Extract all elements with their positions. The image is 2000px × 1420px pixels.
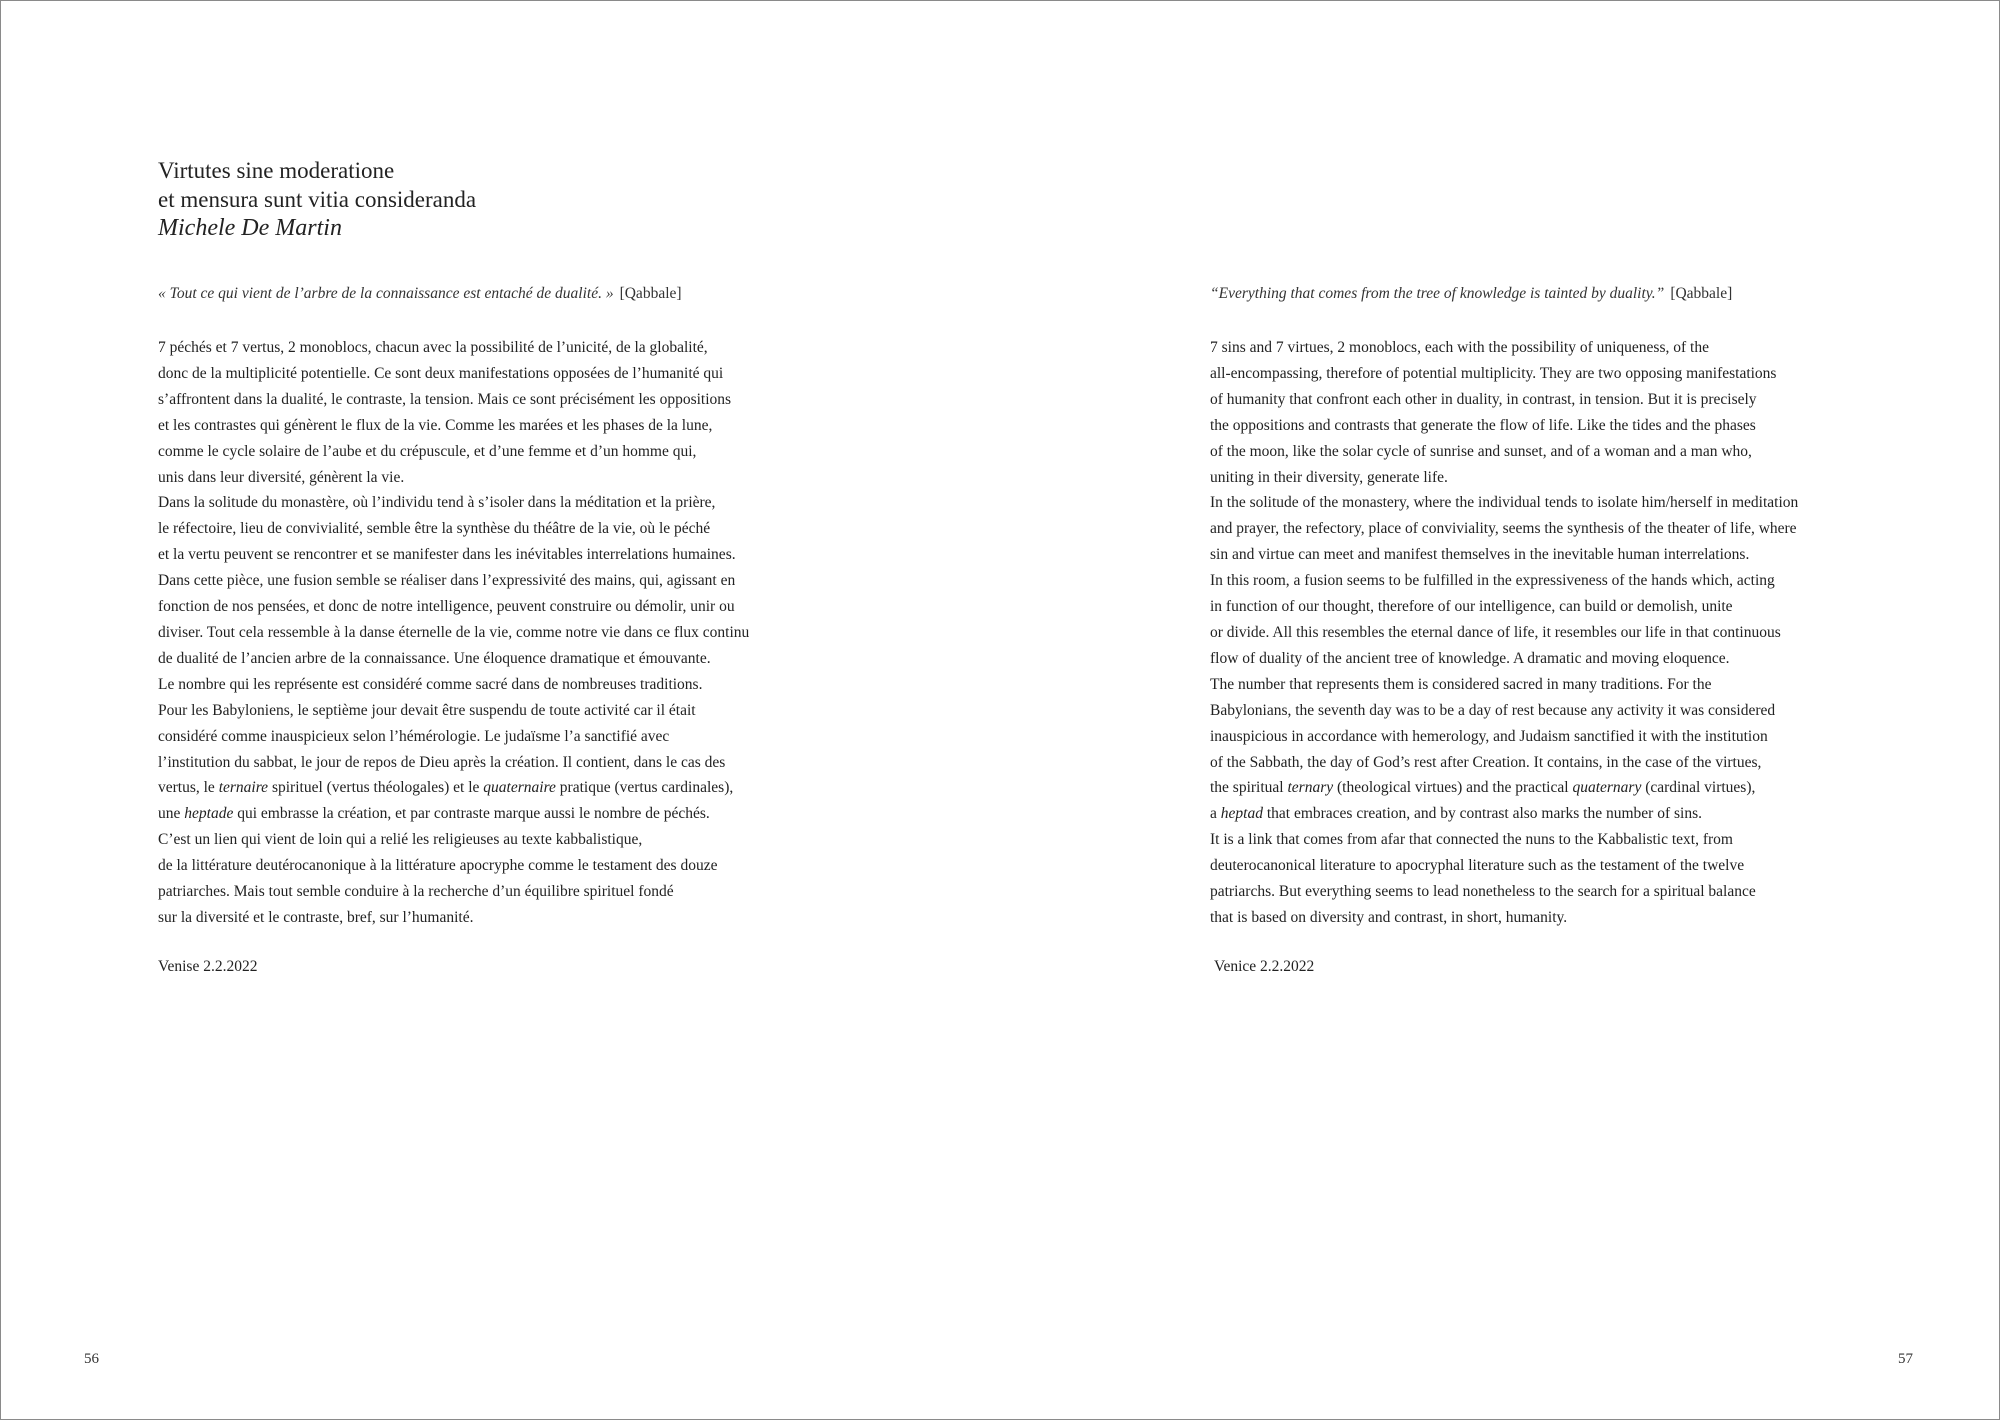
body-text-segment: the oppositions and contrasts that generate the flow of life. Like the tides and the phases <box>1210 416 1756 434</box>
body-line <box>158 568 749 594</box>
body-line <box>1210 827 1798 853</box>
body-text-english <box>1210 335 1798 931</box>
body-text-segment: It is a link that comes from afar that connected the nuns to the Kabbalistic text, from <box>1210 831 1733 849</box>
body-text-segment: unis dans leur diversité, génèrent la vie. <box>158 468 405 486</box>
body-line <box>1210 439 1798 465</box>
body-text-segment: deuterocanonical literature to apocryphal literature such as the testament of the twelve <box>1210 857 1745 875</box>
body-text-segment: patriarches. Mais tout semble conduire à la recherche d’un équilibre spirituel fondé <box>158 883 674 901</box>
essay-title-line: et mensura sunt vitia consideranda <box>158 187 477 212</box>
body-line <box>158 853 749 879</box>
body-text-segment: le réfectoire, lieu de convivialité, semble être la synthèse du théâtre de la vie, où le péché <box>158 520 711 538</box>
body-line <box>158 465 749 491</box>
body-line <box>1210 387 1798 413</box>
epigraph-source: [Qabbale] <box>619 285 682 302</box>
body-text-segment: diviser. Tout cela ressemble à la danse éternelle de la vie, comme notre vie dans ce flux continu <box>158 623 750 641</box>
body-text-segment: Babylonians, the seventh day was to be a day of rest because any activity it was considered <box>1210 701 1776 719</box>
author-name: Michele De Martin <box>158 215 342 241</box>
body-text-segment: vertus, le <box>158 779 219 797</box>
page-number: 57 <box>1898 1351 1913 1367</box>
body-line <box>158 439 749 465</box>
body-line <box>1210 361 1798 387</box>
page-number: 56 <box>84 1351 99 1367</box>
body-line <box>1210 490 1798 516</box>
epigraph-quote: “Everything that comes from the tree of knowledge is tainted by duality.” <box>1210 285 1665 302</box>
italic-term: quaternaire <box>483 779 556 797</box>
body-text-segment: patriarchs. But everything seems to lead nonetheless to the search for a spiritual balance <box>1210 883 1756 901</box>
body-line <box>158 801 749 827</box>
italic-term: ternary <box>1287 779 1334 797</box>
body-text-segment: spirituel (vertus théologales) et le <box>268 779 484 797</box>
body-line <box>1210 516 1798 542</box>
body-line <box>158 827 749 853</box>
body-line <box>158 724 749 750</box>
body-text-segment: inauspicious in accordance with hemerology, and Judaism sanctified it with the institution <box>1210 727 1768 745</box>
body-text-segment: considéré comme inauspicieux selon l’hémérologie. Le judaïsme l’a sanctifié avec <box>158 727 670 745</box>
body-text-segment: flow of duality of the ancient tree of knowledge. A dramatic and moving eloquence. <box>1210 649 1730 667</box>
body-line <box>1210 594 1798 620</box>
body-text-segment: In the solitude of the monastery, where the individual tends to isolate him/herself in meditation <box>1210 494 1799 512</box>
body-text-segment: comme le cycle solaire de l’aube et du crépuscule, et d’une femme et d’un homme qui, <box>158 442 697 460</box>
place-date: Venice 2.2.2022 <box>1214 958 1315 975</box>
body-line <box>158 361 749 387</box>
body-text-segment: all-encompassing, therefore of potential multiplicity. They are two opposing manifestations <box>1210 364 1777 382</box>
body-text-segment: The number that represents them is considered sacred in many traditions. For the <box>1210 675 1712 693</box>
epigraph-french <box>158 283 682 305</box>
body-line <box>158 646 749 672</box>
body-text-segment: l’institution du sabbat, le jour de repos de Dieu après la création. Il contient, dans le cas des <box>158 753 726 771</box>
body-text-segment: une <box>158 805 185 823</box>
right-page <box>1000 1 1999 1419</box>
body-line <box>158 775 749 801</box>
body-text-segment: of the moon, like the solar cycle of sunrise and sunset, and of a woman and a man who, <box>1210 442 1752 460</box>
body-line <box>1210 801 1798 827</box>
essay-title-block <box>158 156 476 243</box>
body-text-segment: de la littérature deutérocanonique à la littérature apocryphe comme le testament des douze <box>158 857 718 875</box>
epigraph-quote: « Tout ce qui vient de l’arbre de la connaissance est entaché de dualité. » <box>158 285 614 302</box>
body-text-segment: pratique (vertus cardinales), <box>555 779 734 797</box>
body-line <box>1210 672 1798 698</box>
body-line <box>158 516 749 542</box>
italic-term: ternaire <box>218 779 269 797</box>
body-text-segment: (cardinal virtues), <box>1641 779 1756 797</box>
body-text-segment: (theological virtues) and the practical <box>1333 779 1573 797</box>
body-line <box>158 594 749 620</box>
body-line <box>1210 542 1798 568</box>
body-line <box>1210 646 1798 672</box>
place-date: Venise 2.2.2022 <box>158 958 258 975</box>
body-line <box>158 672 749 698</box>
epigraph-english <box>1210 283 1732 305</box>
body-text-segment: fonction de nos pensées, et donc de notre intelligence, peuvent construire ou démolir, unir ou <box>158 598 735 616</box>
body-line <box>1210 750 1798 776</box>
body-text-segment: s’affrontent dans la dualité, le contraste, la tension. Mais ce sont précisément les oppositions <box>158 390 732 408</box>
body-line <box>1210 879 1798 905</box>
body-line <box>1210 724 1798 750</box>
body-text-segment: the spiritual <box>1210 779 1288 797</box>
body-line <box>158 750 749 776</box>
body-line <box>158 413 749 439</box>
body-line <box>158 698 749 724</box>
italic-term: heptad <box>1220 805 1263 823</box>
body-line <box>158 905 749 931</box>
body-text-segment: 7 péchés et 7 vertus, 2 monoblocs, chacun avec la possibilité de l’unicité, de la globalité, <box>158 339 708 356</box>
body-line <box>1210 465 1798 491</box>
body-line <box>158 620 749 646</box>
body-line <box>1210 335 1798 361</box>
body-text-segment: sin and virtue can meet and manifest themselves in the inevitable human interrelations. <box>1210 546 1750 564</box>
body-text-segment: donc de la multiplicité potentielle. Ce sont deux manifestations opposées de l’humanité qui <box>158 364 724 382</box>
body-line <box>1210 620 1798 646</box>
body-line <box>1210 775 1798 801</box>
body-text-segment: et les contrastes qui génèrent le flux de la vie. Comme les marées et les phases de la lune, <box>158 416 713 434</box>
body-text-segment: that is based on diversity and contrast, in short, humanity. <box>1210 908 1568 926</box>
left-page <box>1 1 1000 1419</box>
body-line <box>1210 698 1798 724</box>
body-text-segment: Dans cette pièce, une fusion semble se réaliser dans l’expressivité des mains, qui, agissant en <box>158 572 736 590</box>
body-text-segment: qui embrasse la création, et par contraste marque aussi le nombre de péchés. <box>233 805 710 823</box>
body-text-segment: In this room, a fusion seems to be fulfilled in the expressiveness of the hands which, acting <box>1210 572 1775 590</box>
body-line <box>1210 853 1798 879</box>
italic-term: heptade <box>184 805 234 823</box>
body-line <box>158 490 749 516</box>
body-text-segment: 7 sins and 7 virtues, 2 monoblocs, each with the possibility of uniqueness, of the <box>1210 339 1709 356</box>
body-text-segment: sur la diversité et le contraste, bref, sur l’humanité. <box>158 908 474 926</box>
body-text-segment: Dans la solitude du monastère, où l’individu tend à s’isoler dans la méditation et la prière, <box>158 494 716 512</box>
body-text-segment: de dualité de l’ancien arbre de la connaissance. Une éloquence dramatique et émouvante. <box>158 649 711 667</box>
body-text-segment: of humanity that confront each other in duality, in contrast, in tension. But it is precisely <box>1210 390 1757 408</box>
body-text-segment: and prayer, the refectory, place of conviviality, seems the synthesis of the theater of life, where <box>1210 520 1797 538</box>
body-line <box>158 879 749 905</box>
italic-term: quaternary <box>1572 779 1642 797</box>
body-text-segment: of the Sabbath, the day of God’s rest after Creation. It contains, in the case of the virtues, <box>1210 753 1762 771</box>
body-text-segment: in function of our thought, therefore of our intelligence, can build or demolish, unite <box>1210 598 1733 616</box>
body-text-segment: Le nombre qui les représente est considéré comme sacré dans de nombreuses traditions. <box>158 675 703 693</box>
body-text-segment: et la vertu peuvent se rencontrer et se manifester dans les inévitables interrelations humaines. <box>158 546 736 564</box>
epigraph-source: [Qabbale] <box>1670 285 1733 302</box>
body-text-segment: uniting in their diversity, generate life. <box>1210 468 1448 486</box>
body-line <box>158 542 749 568</box>
body-text-french <box>158 335 749 931</box>
body-line <box>1210 568 1798 594</box>
body-line <box>158 387 749 413</box>
essay-title-line: Virtutes sine moderatione <box>158 158 395 183</box>
body-text-segment: Pour les Babyloniens, le septième jour devait être suspendu de toute activité car il était <box>158 701 696 719</box>
body-line <box>158 335 749 361</box>
body-line <box>1210 905 1798 931</box>
body-line <box>1210 413 1798 439</box>
body-text-segment: C’est un lien qui vient de loin qui a relié les religieuses au texte kabbalistique, <box>158 831 643 849</box>
body-text-segment: that embraces creation, and by contrast also marks the number of sins. <box>1262 805 1702 823</box>
body-text-segment: a <box>1210 805 1221 823</box>
body-text-segment: or divide. All this resembles the eternal dance of life, it resembles our life in that continuous <box>1210 623 1781 641</box>
